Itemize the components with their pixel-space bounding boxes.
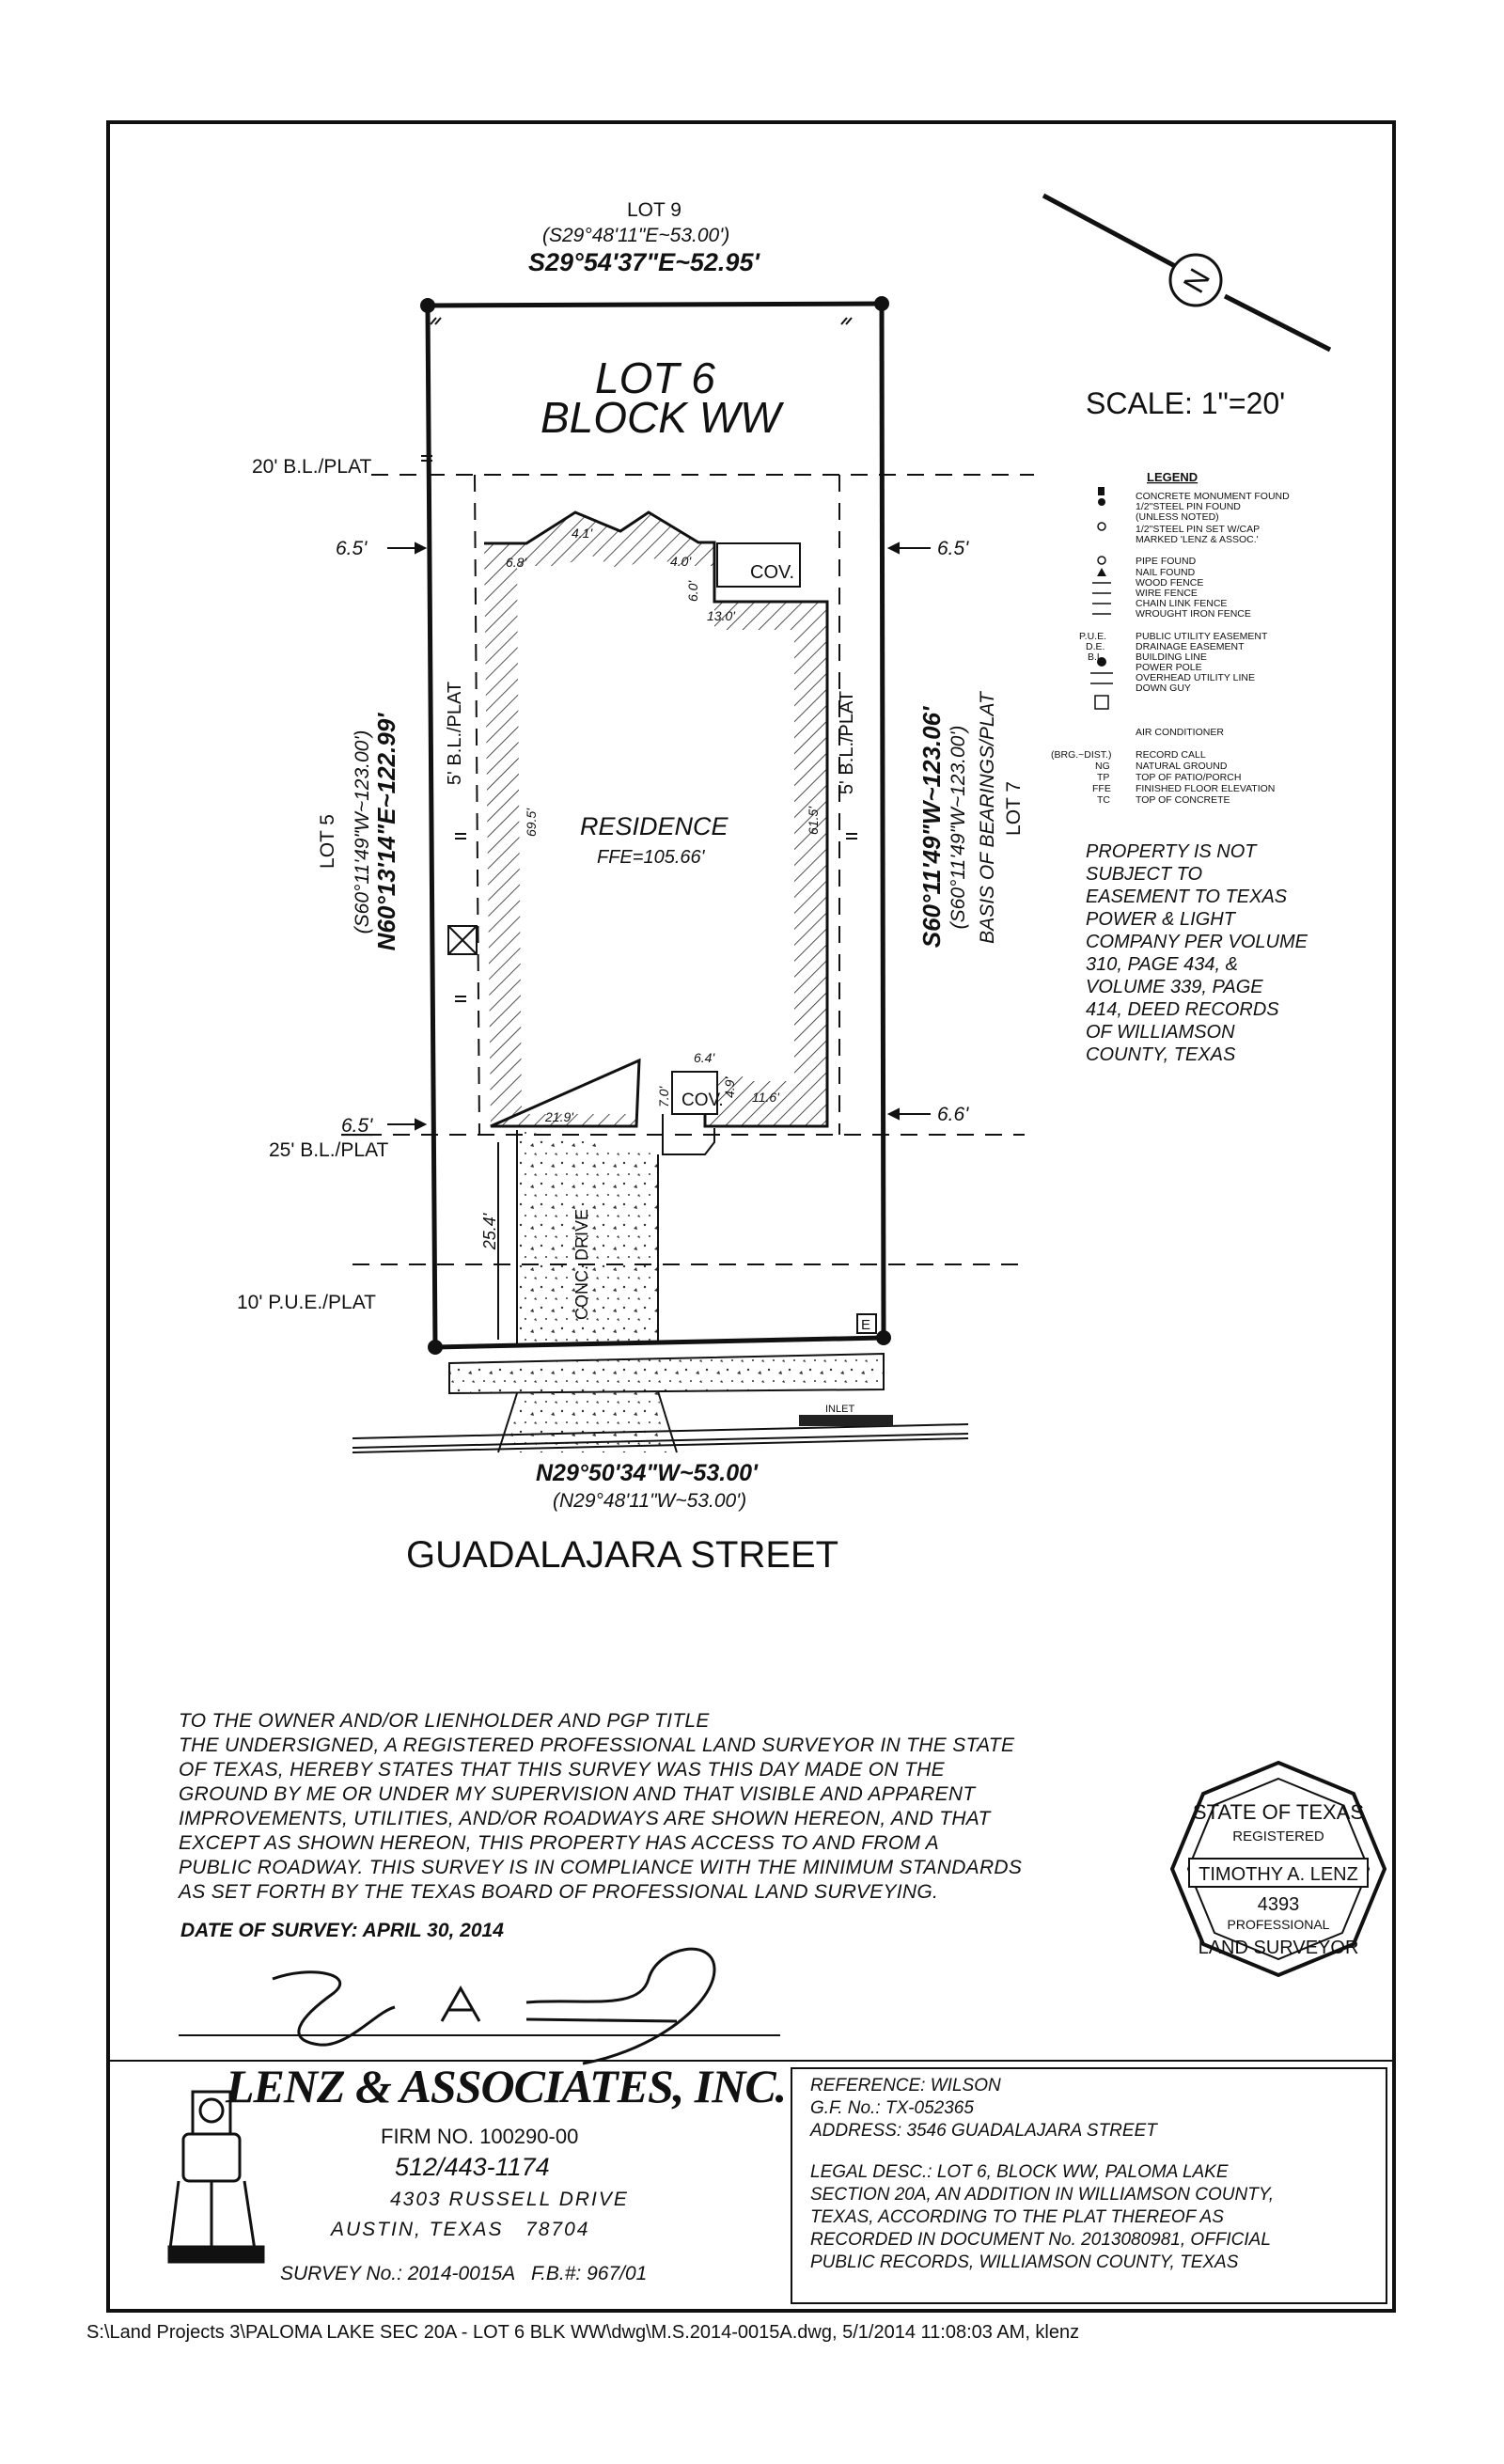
seal-state: STATE OF TEXAS (1192, 1800, 1365, 1824)
note-line: COMPANY PER VOLUME (1086, 932, 1308, 952)
legend (1051, 470, 1290, 806)
legal-desc-line: TEXAS, ACCORDING TO THE PLAT THEREOF AS (810, 2207, 1224, 2227)
legal-desc-line: SECTION 20A, AN ADDITION IN WILLIAMSON COUNTY, (810, 2185, 1275, 2205)
abbr-record: (BRG.~DIST.) (1051, 749, 1112, 761)
legend-item: 1/2"STEEL PIN SET W/CAP (1136, 524, 1261, 535)
air-conditioner-legend-icon (1095, 696, 1108, 709)
west-measured-bearing: N60°13'14"E~122.99' (372, 713, 400, 951)
legend-item: NAIL FOUND (1136, 567, 1196, 578)
inlet-icon (799, 1415, 893, 1426)
dim-4-1: 4.1' (572, 526, 593, 541)
legend-item: FINISHED FLOOR ELEVATION (1136, 783, 1276, 794)
firm-name: LENZ & ASSOCIATES, INC. (226, 2060, 787, 2112)
gf-number: G.F. No.: TX-052365 (810, 2098, 974, 2118)
abbr-pue: P.U.E. (1079, 631, 1106, 642)
note-line: OF WILLIAMSON (1086, 1022, 1235, 1043)
residence-label: RESIDENCE (580, 812, 728, 840)
covered-area-bottom: COV. (682, 1091, 724, 1110)
electric-label: E (861, 1317, 871, 1333)
dim-6-8: 6.8' (506, 555, 527, 570)
surveyor-signature (179, 1949, 780, 2064)
dim-4-0: 4.0' (670, 554, 692, 569)
drive-label: CONC. DRIVE (572, 1208, 591, 1321)
abbr-tp: TP (1097, 772, 1110, 783)
basis-of-bearings: BASIS OF BEARINGS/PLAT (977, 692, 998, 944)
surveyor-seal (1172, 1763, 1385, 1975)
cert-line: TO THE OWNER AND/OR LIENHOLDER AND PGP TITLE (179, 1710, 710, 1732)
legend-item: AIR CONDITIONER (1136, 727, 1224, 738)
legend-item: WOOD FENCE (1136, 577, 1204, 589)
inlet-label: INLET (825, 1404, 855, 1415)
legend-item: WIRE FENCE (1136, 588, 1198, 599)
north-measured-bearing: S29°54'37"E~52.95' (528, 248, 760, 276)
firm-number: FIRM NO. 100290-00 (381, 2125, 579, 2148)
cert-line: THE UNDERSIGNED, A REGISTERED PROFESSIONAL LAND SURVEYOR IN THE STATE (179, 1734, 1015, 1756)
note-line: PROPERTY IS NOT (1086, 841, 1257, 862)
seal-professional: PROFESSIONAL (1227, 1917, 1330, 1932)
cert-line: PUBLIC ROADWAY. THIS SURVEY IS IN COMPLIANCE WITH THE MINIMUM STANDARDS (179, 1857, 1023, 1878)
setback-left-bottom: 6.5' (341, 1115, 373, 1137)
block-title: BLOCK WW (540, 393, 781, 442)
legend-item: TOP OF PATIO/PORCH (1136, 772, 1242, 783)
lot-5-label: LOT 5 (317, 814, 338, 869)
setback-right-top: 6.5' (937, 538, 969, 559)
air-conditioner-icon (448, 926, 477, 954)
svg-text:N: N (1176, 262, 1217, 299)
east-record-bearing: (S60°11'49"W~123.00') (948, 725, 969, 930)
bl-20-label: 20' B.L./PLAT (252, 456, 372, 478)
legend-title: LEGEND (1147, 470, 1198, 484)
nail-found-icon (1097, 568, 1106, 576)
legend-item: DRAINAGE EASEMENT (1136, 641, 1245, 652)
dim-11-6: 11.6' (752, 1090, 779, 1105)
dim-6-0: 6.0' (685, 580, 700, 602)
bl-25-label: 25' B.L./PLAT (269, 1139, 389, 1161)
seal-land-surveyor: LAND SURVEYOR (1198, 1938, 1359, 1958)
dim-25-4: 25.4' (480, 1213, 499, 1250)
theodolite-logo-icon (169, 2092, 263, 2262)
abbr-ffe: FFE (1092, 783, 1111, 794)
dim-6-4: 6.4' (694, 1050, 715, 1065)
note-line: 310, PAGE 434, & (1086, 954, 1238, 975)
south-record-bearing: (N29°48'11"W~53.00') (553, 1490, 747, 1512)
concrete-drive (449, 1130, 884, 1452)
note-line: SUBJECT TO (1086, 864, 1203, 885)
dim-4-9: 4.9' (722, 1076, 737, 1098)
legend-item: OVERHEAD UTILITY LINE (1136, 672, 1256, 683)
west-record-bearing: (S60°11'49"W~123.00') (352, 730, 373, 934)
sheet-border (108, 122, 1394, 2311)
legend-item: CHAIN LINK FENCE (1136, 598, 1228, 609)
abbr-ng: NG (1095, 761, 1110, 772)
dim-7-0: 7.0' (656, 1086, 671, 1107)
legend-item: RECORD CALL (1136, 749, 1206, 761)
note-line: COUNTY, TEXAS (1086, 1044, 1236, 1065)
legend-item: MARKED 'LENZ & ASSOC.' (1136, 534, 1259, 545)
seal-registered: REGISTERED (1232, 1828, 1324, 1844)
note-line: 414, DEED RECORDS (1086, 999, 1279, 1020)
legal-desc-line: RECORDED IN DOCUMENT No. 2013080981, OFFICIAL (810, 2230, 1271, 2250)
cert-line: IMPROVEMENTS, UTILITIES, AND/OR ROADWAYS ARE SHOWN HEREON, AND THAT (179, 1808, 991, 1829)
dim-21-9: 21.9' (545, 1109, 573, 1124)
scale-label: SCALE: 1"=20' (1086, 386, 1286, 420)
cert-line: GROUND BY ME OR UNDER MY SUPERVISION AND THAT VISIBLE AND APPARENT (179, 1783, 976, 1805)
legend-item: POWER POLE (1136, 662, 1202, 673)
survey-number: SURVEY No.: 2014-0015A F.B.#: 967/01 (280, 2263, 648, 2284)
dim-13-0: 13.0' (707, 608, 735, 623)
date-of-survey: DATE OF SURVEY: APRIL 30, 2014 (180, 1920, 504, 1941)
lot-9-label: LOT 9 (627, 199, 682, 221)
surveyor-certification (179, 1709, 1072, 1905)
south-measured-bearing: N29°50'34"W~53.00' (536, 1460, 758, 1486)
cert-line: OF TEXAS, HEREBY STATES THAT THIS SURVEY WAS THIS DAY MADE ON THE (179, 1759, 945, 1781)
cert-line: AS SET FORTH BY THE TEXAS BOARD OF PROFESSIONAL LAND SURVEYING. (179, 1881, 939, 1903)
setback-left-top: 6.5' (336, 538, 368, 559)
bl-5-left-label: 5' B.L./PLAT (445, 681, 465, 786)
covered-area-top: COV. (750, 562, 795, 583)
north-record-bearing: (S29°48'11"E~53.00') (542, 225, 730, 246)
reference-name: REFERENCE: WILSON (810, 2076, 1001, 2095)
legend-item: (UNLESS NOTED) (1136, 511, 1219, 523)
firm-address-1: 4303 RUSSELL DRIVE (390, 2189, 629, 2210)
pipe-found-icon (1098, 557, 1105, 564)
easement-note (1086, 841, 1308, 1065)
east-measured-bearing: S60°11'49"W~123.06' (917, 706, 946, 949)
street-name: GUADALAJARA STREET (406, 1534, 839, 1576)
legend-item: DOWN GUY (1136, 683, 1191, 694)
dim-61-5: 61.5' (806, 807, 821, 835)
cert-line: EXCEPT AS SHOWN HEREON, THIS PROPERTY HAS ACCESS TO AND FROM A (179, 1832, 939, 1854)
concrete-monument-icon (1098, 487, 1104, 495)
abbr-de: D.E. (1086, 641, 1105, 652)
note-line: POWER & LIGHT (1086, 909, 1235, 930)
legend-item: BUILDING LINE (1136, 651, 1207, 663)
abbr-bl: B.L. (1088, 651, 1105, 663)
file-path-footer: S:\Land Projects 3\PALOMA LAKE SEC 20A - LOT 6 BLK WW\dwg\M.S.2014-0015A.dwg, 5/1/2014 11:08:03 AM, klenz (86, 2322, 1080, 2343)
legend-item: WROUGHT IRON FENCE (1136, 608, 1251, 620)
abbr-tc: TC (1097, 794, 1110, 806)
legal-desc-line: PUBLIC RECORDS, WILLIAMSON COUNTY, TEXAS (810, 2252, 1239, 2272)
legal-desc-line: LEGAL DESC.: LOT 6, BLOCK WW, PALOMA LAKE (810, 2162, 1229, 2182)
legend-item: NATURAL GROUND (1136, 761, 1228, 772)
firm-phone: 512/443-1174 (395, 2153, 550, 2181)
pue-10-label: 10' P.U.E./PLAT (237, 1292, 376, 1313)
legend-item: CONCRETE MONUMENT FOUND (1136, 491, 1290, 502)
bl-5-right-label: 5' B.L./PLAT (837, 690, 857, 795)
legend-item: PIPE FOUND (1136, 556, 1197, 567)
pin-set-icon (1098, 523, 1105, 530)
seal-name: TIMOTHY A. LENZ (1198, 1864, 1358, 1885)
lot-7-label: LOT 7 (1003, 781, 1025, 836)
legend-item: PUBLIC UTILITY EASEMENT (1136, 631, 1268, 642)
ffe-label: FFE=105.66' (597, 847, 705, 868)
dim-69-5: 69.5' (524, 808, 539, 837)
legend-item: TOP OF CONCRETE (1136, 794, 1230, 806)
note-line: EASEMENT TO TEXAS (1086, 887, 1288, 907)
legend-item: 1/2"STEEL PIN FOUND (1136, 501, 1241, 512)
setback-right-bottom: 6.6' (937, 1104, 969, 1125)
note-line: VOLUME 339, PAGE (1086, 977, 1263, 997)
north-arrow-icon (1043, 196, 1330, 350)
firm-address-2: AUSTIN, TEXAS 78704 (331, 2219, 590, 2240)
lot-title: LOT 6 (595, 353, 715, 402)
pin-found-icon (1098, 498, 1105, 506)
property-address: ADDRESS: 3546 GUADALAJARA STREET (810, 2121, 1157, 2141)
seal-number: 4393 (1257, 1894, 1300, 1915)
